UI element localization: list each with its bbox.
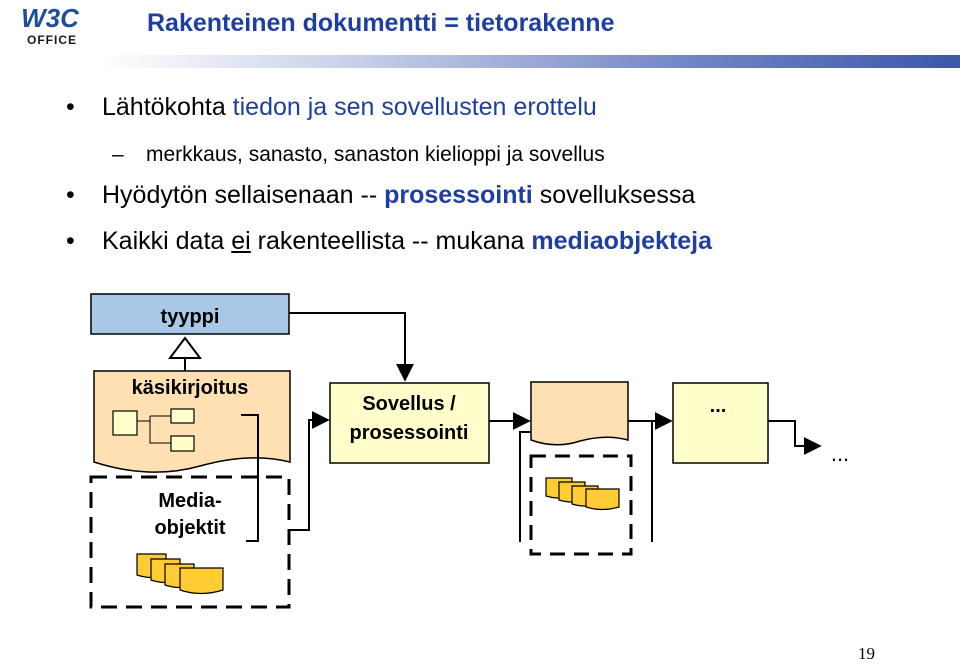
ellipsis-end: ... [830, 441, 850, 466]
page-number: 19 [858, 644, 875, 663]
ellipsis-box-label: ... [709, 395, 727, 417]
bullet-3-text: Kaikki data ei rakenteellista -- mukana mediaobjekteja [102, 227, 713, 255]
output-document-shape [531, 382, 628, 445]
logo-office-text: OFFICE [27, 33, 77, 47]
bullet-3-highlight: mediaobjekteja [531, 227, 713, 255]
output-media-stack-icon [546, 478, 619, 510]
connector-type-to-process [289, 313, 405, 380]
slide-title: Rakenteinen dokumentti = tietorakenne [147, 9, 615, 37]
process-label-2: prosessointi [349, 422, 469, 444]
bullet-3-underlined: ei [231, 227, 251, 255]
media-objects-label-1: Media- [158, 490, 222, 512]
type-box-label: tyyppi [160, 306, 220, 328]
bullet-dot: • [66, 181, 75, 209]
media-stack-icon [137, 554, 223, 594]
process-label-1: Sovellus / [362, 393, 456, 415]
bullet-1-text: Lähtökohta tiedon ja sen sovellusten erottelu [102, 93, 597, 121]
media-objects-label-2: objektit [154, 517, 226, 539]
bullet-1-highlight: tiedon ja sen sovellusten erottelu [232, 93, 597, 121]
connector-media-to-process [290, 420, 328, 530]
inheritance-triangle [170, 338, 200, 358]
connector-ellipsis-out [768, 421, 820, 446]
bullet-2-highlight: prosessointi [384, 181, 533, 209]
connector-output-to-media [520, 432, 531, 542]
bullet-2-text: Hyödytön sellaisenaan -- prosessointi sovelluksessa [102, 181, 696, 209]
document-label: käsikirjoitus [131, 377, 249, 399]
sub-bullet-dash: – [112, 143, 124, 166]
bullet-dot: • [66, 93, 75, 121]
logo-w3c-text: W3C [21, 3, 79, 33]
sub-bullet-text: merkkaus, sanasto, sanaston kielioppi ja sovellus [146, 143, 605, 166]
bullet-dot: • [66, 227, 75, 255]
